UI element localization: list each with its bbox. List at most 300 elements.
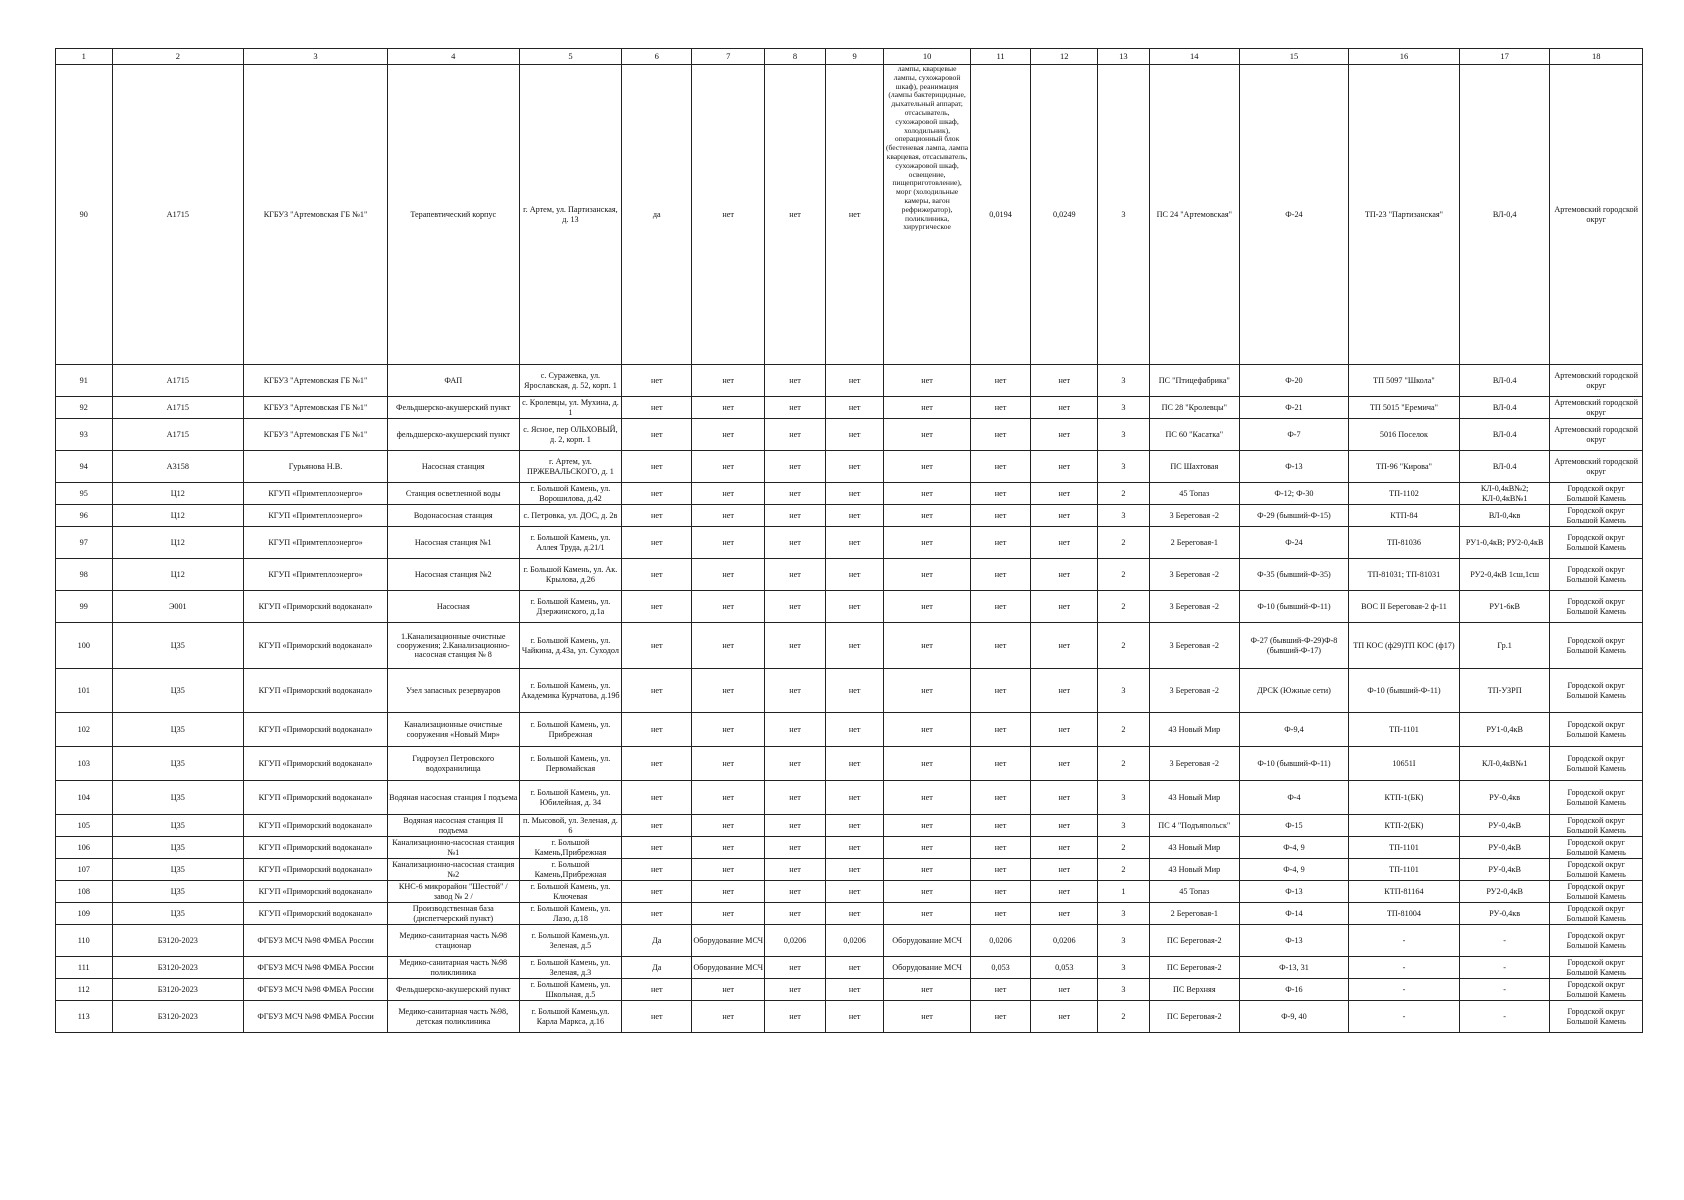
table-cell: Оборудование МСЧ	[692, 957, 765, 979]
table-cell: нет	[825, 419, 884, 451]
table-cell: КГУП «Приморский водоканал»	[244, 781, 388, 815]
table-cell: 3	[1098, 419, 1149, 451]
table-cell: нет	[1031, 1001, 1098, 1033]
table-cell: Ф-10 (бывший-Ф-11)	[1240, 747, 1349, 781]
table-cell: РУ-0,4кВ	[1459, 837, 1549, 859]
column-number: 5	[519, 49, 622, 65]
table-cell: нет	[825, 365, 884, 397]
table-cell: нет	[1031, 505, 1098, 527]
table-cell: КГУП «Приморский водоканал»	[244, 623, 388, 669]
table-cell: с. Петровка, ул. ДОС, д. 2в	[519, 505, 622, 527]
table-cell: нет	[825, 669, 884, 713]
table-cell: нет	[825, 527, 884, 559]
table-cell: нет	[825, 815, 884, 837]
table-cell: Городской округ Большой Камень	[1550, 747, 1643, 781]
table-cell: 102	[56, 713, 113, 747]
table-cell: Ц35	[112, 859, 244, 881]
table-cell: КТП-1(БК)	[1348, 781, 1459, 815]
table-cell: нет	[622, 747, 692, 781]
table-cell: нет	[765, 881, 826, 903]
table-cell: Артемовский городской округ	[1550, 397, 1643, 419]
table-cell: г. Большой Камень, ул. Лазо, д.18	[519, 903, 622, 925]
table-row	[56, 837, 1643, 859]
table-cell: 3 Береговая -2	[1149, 747, 1239, 781]
table-cell: лампы, кварцевые лампы, сухожаровой шкаф), реанимация (лампы бактерицидные, дыхательный аппарат, отсасыватель, сухожаровой шкаф, холодильник), операционный блок (бестеневая лампа, лампа кварцевая, отсасыватель, сухожаровой шкаф, освещение, пищеприготовление), морг (холодильные камеры, вагон рефрижератор), поликлиника, хирургическое	[884, 65, 970, 365]
table-cell: нет	[1031, 859, 1098, 881]
table-cell: Ф-10 (бывший-Ф-11)	[1240, 591, 1349, 623]
table-cell: ТП-81004	[1348, 903, 1459, 925]
table-cell: 3	[1098, 505, 1149, 527]
table-row	[56, 451, 1643, 483]
table-cell: КГУП «Приморский водоканал»	[244, 747, 388, 781]
table-cell: 90	[56, 65, 113, 365]
table-cell: 110	[56, 925, 113, 957]
table-cell: 3 Береговая -2	[1149, 559, 1239, 591]
table-cell: РУ2-0,4кВ 1сш,1сш	[1459, 559, 1549, 591]
table-cell: Ц35	[112, 669, 244, 713]
table-cell: ФАП	[387, 365, 519, 397]
table-cell: Водяная насосная станция I подъема	[387, 781, 519, 815]
table-cell: нет	[970, 527, 1031, 559]
table-cell: нет	[970, 397, 1031, 419]
table-cell: нет	[765, 451, 826, 483]
table-cell: 2 Береговая-1	[1149, 903, 1239, 925]
table-cell: г. Большой Камень,ул. Карла Маркса, д.16	[519, 1001, 622, 1033]
table-cell: Оборудование МСЧ	[692, 925, 765, 957]
table-cell: Канализационно-насосная станция №2	[387, 859, 519, 881]
table-cell: КГУП «Приморский водоканал»	[244, 591, 388, 623]
table-cell: нет	[1031, 903, 1098, 925]
table-cell: нет	[1031, 815, 1098, 837]
table-cell: 91	[56, 365, 113, 397]
table-cell: г. Артем, ул. Партизанская, д. 13	[519, 65, 622, 365]
table-cell: А1715	[112, 65, 244, 365]
table-cell: 0,0206	[765, 925, 826, 957]
table-cell: РУ1-0,4кВ	[1459, 713, 1549, 747]
table-cell: нет	[692, 397, 765, 419]
table-cell: Медико-санитарная часть №98, детская поликлиника	[387, 1001, 519, 1033]
table-row	[56, 483, 1643, 505]
table-cell: 2 Береговая-1	[1149, 527, 1239, 559]
table-cell: нет	[765, 815, 826, 837]
table-cell: КГУП «Приморский водоканал»	[244, 669, 388, 713]
table-cell: Терапевтический корпус	[387, 65, 519, 365]
table-cell: нет	[825, 713, 884, 747]
table-cell: 3	[1098, 903, 1149, 925]
table-row	[56, 903, 1643, 925]
table-cell: нет	[765, 527, 826, 559]
table-cell: ПС 28 "Кролевцы"	[1149, 397, 1239, 419]
table-cell: нет	[825, 505, 884, 527]
table-cell: Ф-9, 40	[1240, 1001, 1349, 1033]
table-cell: ВЛ-0.4	[1459, 451, 1549, 483]
table-cell: А3158	[112, 451, 244, 483]
table-cell: нет	[765, 979, 826, 1001]
table-cell: 0,053	[970, 957, 1031, 979]
table-cell: нет	[692, 419, 765, 451]
table-row	[56, 527, 1643, 559]
table-cell: Ф-4, 9	[1240, 859, 1349, 881]
table-cell: нет	[884, 979, 970, 1001]
data-table	[55, 48, 1643, 1033]
table-cell: нет	[884, 1001, 970, 1033]
table-cell: Городской округ Большой Камень	[1550, 527, 1643, 559]
table-cell: нет	[825, 591, 884, 623]
table-cell: Городской округ Большой Камень	[1550, 623, 1643, 669]
table-cell: Ф-9,4	[1240, 713, 1349, 747]
table-cell: 2	[1098, 747, 1149, 781]
table-cell: нет	[765, 623, 826, 669]
table-cell: 2	[1098, 837, 1149, 859]
table-cell: г. Большой Камень,Прибрежная	[519, 859, 622, 881]
table-cell: 1	[1098, 881, 1149, 903]
column-number: 12	[1031, 49, 1098, 65]
table-cell: Городской округ Большой Камень	[1550, 903, 1643, 925]
header-row	[56, 49, 1643, 65]
table-cell: Артемовский городской округ	[1550, 419, 1643, 451]
table-cell: с. Суражевка, ул. Ярославская, д. 52, корп. 1	[519, 365, 622, 397]
table-cell: КТП-2(БК)	[1348, 815, 1459, 837]
table-cell: г. Большой Камень, ул. Дзержинского, д.1а	[519, 591, 622, 623]
table-cell: 2	[1098, 527, 1149, 559]
table-cell: РУ-0,4кВ	[1459, 815, 1549, 837]
table-cell: нет	[692, 365, 765, 397]
table-cell: г. Большой Камень,ул. Зеленая, д.5	[519, 925, 622, 957]
table-cell: нет	[1031, 781, 1098, 815]
table-cell: нет	[884, 623, 970, 669]
table-cell: Гурьянова Н.В.	[244, 451, 388, 483]
table-cell: КГУП «Приморский водоканал»	[244, 859, 388, 881]
table-row	[56, 1001, 1643, 1033]
table-cell: 3 Береговая -2	[1149, 505, 1239, 527]
table-cell: нет	[692, 669, 765, 713]
table-cell: ТП-1101	[1348, 713, 1459, 747]
table-cell: Фельдшерско-акушерский пункт	[387, 397, 519, 419]
table-row	[56, 365, 1643, 397]
table-cell: г. Большой Камень, ул. Школьная, д.5	[519, 979, 622, 1001]
table-cell: нет	[825, 483, 884, 505]
table-cell: нет	[622, 505, 692, 527]
table-cell: ТП-УЗРП	[1459, 669, 1549, 713]
table-cell: ТП 5097 "Школа"	[1348, 365, 1459, 397]
table-cell: ВЛ-0.4	[1459, 365, 1549, 397]
document-sheet	[55, 48, 1643, 1033]
table-cell: 3	[1098, 781, 1149, 815]
table-cell: нет	[622, 397, 692, 419]
table-row	[56, 957, 1643, 979]
table-cell: Городской округ Большой Камень	[1550, 957, 1643, 979]
table-row	[56, 397, 1643, 419]
table-cell: Ф-13	[1240, 925, 1349, 957]
table-cell: г. Большой Камень, ул. Аллея Труда, д.21/1	[519, 527, 622, 559]
table-cell: нет	[622, 623, 692, 669]
table-cell: 95	[56, 483, 113, 505]
table-cell: нет	[622, 781, 692, 815]
table-cell: Фельдшерско-акушерский пункт	[387, 979, 519, 1001]
table-cell: Производственная база (диспетчерский пункт)	[387, 903, 519, 925]
table-cell: ПС "Птицефабрика"	[1149, 365, 1239, 397]
table-cell: Городской округ Большой Камень	[1550, 591, 1643, 623]
table-cell: нет	[1031, 623, 1098, 669]
table-cell: 113	[56, 1001, 113, 1033]
table-cell: нет	[692, 903, 765, 925]
table-cell: нет	[884, 397, 970, 419]
table-cell: Водяная насосная станция II подъема	[387, 815, 519, 837]
table-cell: 43 Новый Мир	[1149, 837, 1239, 859]
column-number: 9	[825, 49, 884, 65]
table-cell: нет	[884, 837, 970, 859]
table-cell: -	[1459, 1001, 1549, 1033]
table-cell: Узел запасных резервуаров	[387, 669, 519, 713]
table-cell: нет	[884, 903, 970, 925]
table-cell: Городской округ Большой Камень	[1550, 979, 1643, 1001]
table-cell: 111	[56, 957, 113, 979]
table-cell: с. Ясное, пер ОЛЬХОВЫЙ, д. 2, корп. 1	[519, 419, 622, 451]
table-cell: нет	[692, 815, 765, 837]
table-cell: г. Большой Камень, ул. Ворошилова, д.42	[519, 483, 622, 505]
table-cell: нет	[1031, 365, 1098, 397]
table-cell: 109	[56, 903, 113, 925]
table-cell: нет	[765, 837, 826, 859]
table-cell: Станция осветленной воды	[387, 483, 519, 505]
table-cell: да	[622, 65, 692, 365]
table-row	[56, 859, 1643, 881]
table-cell: Городской округ Большой Камень	[1550, 559, 1643, 591]
table-cell: 3 Береговая -2	[1149, 669, 1239, 713]
table-cell: ВЛ-0,4	[1459, 65, 1549, 365]
table-cell: г. Большой Камень, ул. Зеленая, д.3	[519, 957, 622, 979]
table-cell: нет	[970, 419, 1031, 451]
table-cell: Артемовский городской округ	[1550, 365, 1643, 397]
column-number: 14	[1149, 49, 1239, 65]
table-cell: нет	[1031, 669, 1098, 713]
table-cell: нет	[622, 365, 692, 397]
table-cell: Городской округ Большой Камень	[1550, 815, 1643, 837]
table-cell: Б3120-2023	[112, 925, 244, 957]
table-cell: Канализационные очистные сооружения «Новый Мир»	[387, 713, 519, 747]
table-cell: 3	[1098, 925, 1149, 957]
table-cell: г. Большой Камень,Прибрежная	[519, 837, 622, 859]
table-cell: 106	[56, 837, 113, 859]
table-cell: Канализационно-насосная станция №1	[387, 837, 519, 859]
table-cell: Ф-27 (бывший-Ф-29)Ф-8 (бывший-Ф-17)	[1240, 623, 1349, 669]
table-cell: Ф-7	[1240, 419, 1349, 451]
table-cell: 97	[56, 527, 113, 559]
table-cell: г. Большой Камень, ул. Юбилейная, д. 34	[519, 781, 622, 815]
table-cell: нет	[1031, 881, 1098, 903]
table-cell: нет	[765, 591, 826, 623]
table-cell: ТП-1101	[1348, 837, 1459, 859]
table-cell: 0,0206	[1031, 925, 1098, 957]
table-cell: Ф-20	[1240, 365, 1349, 397]
table-cell: г. Большой Камень, ул. Первомайская	[519, 747, 622, 781]
table-row	[56, 65, 1643, 365]
table-cell: нет	[765, 713, 826, 747]
table-cell: 92	[56, 397, 113, 419]
column-number: 8	[765, 49, 826, 65]
table-cell: Ц35	[112, 781, 244, 815]
table-cell: нет	[825, 1001, 884, 1033]
table-cell: нет	[970, 781, 1031, 815]
table-row	[56, 559, 1643, 591]
table-cell: нет	[970, 815, 1031, 837]
table-cell: 0,0194	[970, 65, 1031, 365]
table-cell: ФГБУЗ МСЧ №98 ФМБА России	[244, 1001, 388, 1033]
table-cell: нет	[692, 979, 765, 1001]
table-cell: 105	[56, 815, 113, 837]
table-cell: Ц12	[112, 483, 244, 505]
table-cell: ТП 5015 "Еремича"	[1348, 397, 1459, 419]
table-cell: Артемовский городской округ	[1550, 65, 1643, 365]
table-cell: Ц35	[112, 623, 244, 669]
table-cell: 2	[1098, 623, 1149, 669]
table-cell: 93	[56, 419, 113, 451]
column-number: 2	[112, 49, 244, 65]
table-cell: Городской округ Большой Камень	[1550, 505, 1643, 527]
table-cell: нет	[765, 957, 826, 979]
table-cell: нет	[884, 591, 970, 623]
table-cell: 0,053	[1031, 957, 1098, 979]
table-row	[56, 419, 1643, 451]
table-cell: Городской округ Большой Камень	[1550, 483, 1643, 505]
table-cell: ТП-96 "Кирова"	[1348, 451, 1459, 483]
table-cell: Городской округ Большой Камень	[1550, 1001, 1643, 1033]
table-cell: нет	[970, 881, 1031, 903]
table-cell: нет	[622, 881, 692, 903]
table-cell: Ц35	[112, 747, 244, 781]
table-row	[56, 623, 1643, 669]
table-cell: 43 Новый Мир	[1149, 859, 1239, 881]
table-cell: нет	[622, 1001, 692, 1033]
table-cell: Гидроузел Петровского водохранилища	[387, 747, 519, 781]
table-cell: ФГБУЗ МСЧ №98 ФМБА России	[244, 979, 388, 1001]
table-cell: нет	[622, 419, 692, 451]
table-cell: 3	[1098, 957, 1149, 979]
table-cell: Ф-35 (бывший-Ф-35)	[1240, 559, 1349, 591]
table-cell: ВЛ-0,4кв	[1459, 505, 1549, 527]
table-cell: нет	[765, 781, 826, 815]
table-cell: КГУП «Приморский водоканал»	[244, 881, 388, 903]
table-cell: нет	[1031, 747, 1098, 781]
table-cell: ПС Шахтовая	[1149, 451, 1239, 483]
table-cell: ТП-1101	[1348, 859, 1459, 881]
table-cell: ВОС II Береговая-2 ф-11	[1348, 591, 1459, 623]
table-cell: Ц35	[112, 713, 244, 747]
table-cell: А1715	[112, 419, 244, 451]
table-cell: 3	[1098, 397, 1149, 419]
table-cell: нет	[692, 859, 765, 881]
table-cell: нет	[970, 859, 1031, 881]
table-cell: КНС-6 микрорайон "Шестой" / завод № 2 /	[387, 881, 519, 903]
table-cell: нет	[692, 713, 765, 747]
table-cell: нет	[970, 837, 1031, 859]
table-cell: нет	[825, 957, 884, 979]
table-cell: 1.Канализационные очистные сооружения; 2.Канализационно-насосная станция № 8	[387, 623, 519, 669]
table-cell: Б3120-2023	[112, 979, 244, 1001]
table-cell: ТП КОС (ф29)ТП КОС (ф17)	[1348, 623, 1459, 669]
table-cell: КЛ-0,4кВ№2; КЛ-0,4кВ№1	[1459, 483, 1549, 505]
table-cell: нет	[622, 713, 692, 747]
table-cell: 96	[56, 505, 113, 527]
table-cell: нет	[622, 527, 692, 559]
table-cell: 5016 Поселок	[1348, 419, 1459, 451]
column-number: 15	[1240, 49, 1349, 65]
table-cell: нет	[825, 747, 884, 781]
column-number: 18	[1550, 49, 1643, 65]
table-cell: 10651I	[1348, 747, 1459, 781]
table-cell: 43 Новый Мир	[1149, 713, 1239, 747]
table-cell: нет	[1031, 837, 1098, 859]
table-cell: нет	[825, 65, 884, 365]
table-cell: 0,0206	[970, 925, 1031, 957]
table-cell: нет	[970, 747, 1031, 781]
column-number: 13	[1098, 49, 1149, 65]
table-cell: КЛ-0,4кВ№1	[1459, 747, 1549, 781]
table-cell: нет	[970, 483, 1031, 505]
table-row	[56, 669, 1643, 713]
table-cell: Да	[622, 957, 692, 979]
table-cell: Ф-13	[1240, 451, 1349, 483]
table-cell: Городской округ Большой Камень	[1550, 713, 1643, 747]
table-cell: фельдшерско-акушерский пункт	[387, 419, 519, 451]
table-cell: нет	[765, 1001, 826, 1033]
column-number: 6	[622, 49, 692, 65]
table-cell: ФГБУЗ МСЧ №98 ФМБА России	[244, 957, 388, 979]
table-cell: Ц35	[112, 881, 244, 903]
column-number: 7	[692, 49, 765, 65]
table-cell: Насосная станция	[387, 451, 519, 483]
table-cell: Ф-24	[1240, 527, 1349, 559]
table-cell: Э001	[112, 591, 244, 623]
table-cell: нет	[765, 483, 826, 505]
table-cell: нет	[1031, 451, 1098, 483]
table-cell: нет	[825, 903, 884, 925]
table-cell: ТП-23 "Партизанская"	[1348, 65, 1459, 365]
table-cell: нет	[970, 623, 1031, 669]
column-number: 4	[387, 49, 519, 65]
table-cell: ДРСК (Южные сети)	[1240, 669, 1349, 713]
table-cell: РУ1-6кВ	[1459, 591, 1549, 623]
table-cell: нет	[622, 815, 692, 837]
table-cell: нет	[692, 559, 765, 591]
table-row	[56, 747, 1643, 781]
table-cell: 3	[1098, 815, 1149, 837]
table-cell: нет	[884, 451, 970, 483]
table-cell: ПС Береговая-2	[1149, 925, 1239, 957]
table-cell: нет	[692, 781, 765, 815]
table-cell: -	[1348, 957, 1459, 979]
table-cell: 2	[1098, 713, 1149, 747]
table-cell: ПС 4 "Подъяпольск"	[1149, 815, 1239, 837]
table-cell: Ф-12; Ф-30	[1240, 483, 1349, 505]
column-number: 3	[244, 49, 388, 65]
table-cell: нет	[1031, 979, 1098, 1001]
table-cell: Городской округ Большой Камень	[1550, 925, 1643, 957]
table-cell: нет	[1031, 419, 1098, 451]
table-cell: -	[1348, 1001, 1459, 1033]
table-cell: 107	[56, 859, 113, 881]
table-cell: РУ2-0,4кВ	[1459, 881, 1549, 903]
table-cell: нет	[692, 837, 765, 859]
table-row	[56, 815, 1643, 837]
table-cell: Городской округ Большой Камень	[1550, 859, 1643, 881]
table-cell: -	[1348, 925, 1459, 957]
column-number: 16	[1348, 49, 1459, 65]
table-cell: Ф-10 (бывший-Ф-11)	[1348, 669, 1459, 713]
table-cell: нет	[884, 669, 970, 713]
table-cell: нет	[970, 903, 1031, 925]
table-cell: нет	[825, 837, 884, 859]
